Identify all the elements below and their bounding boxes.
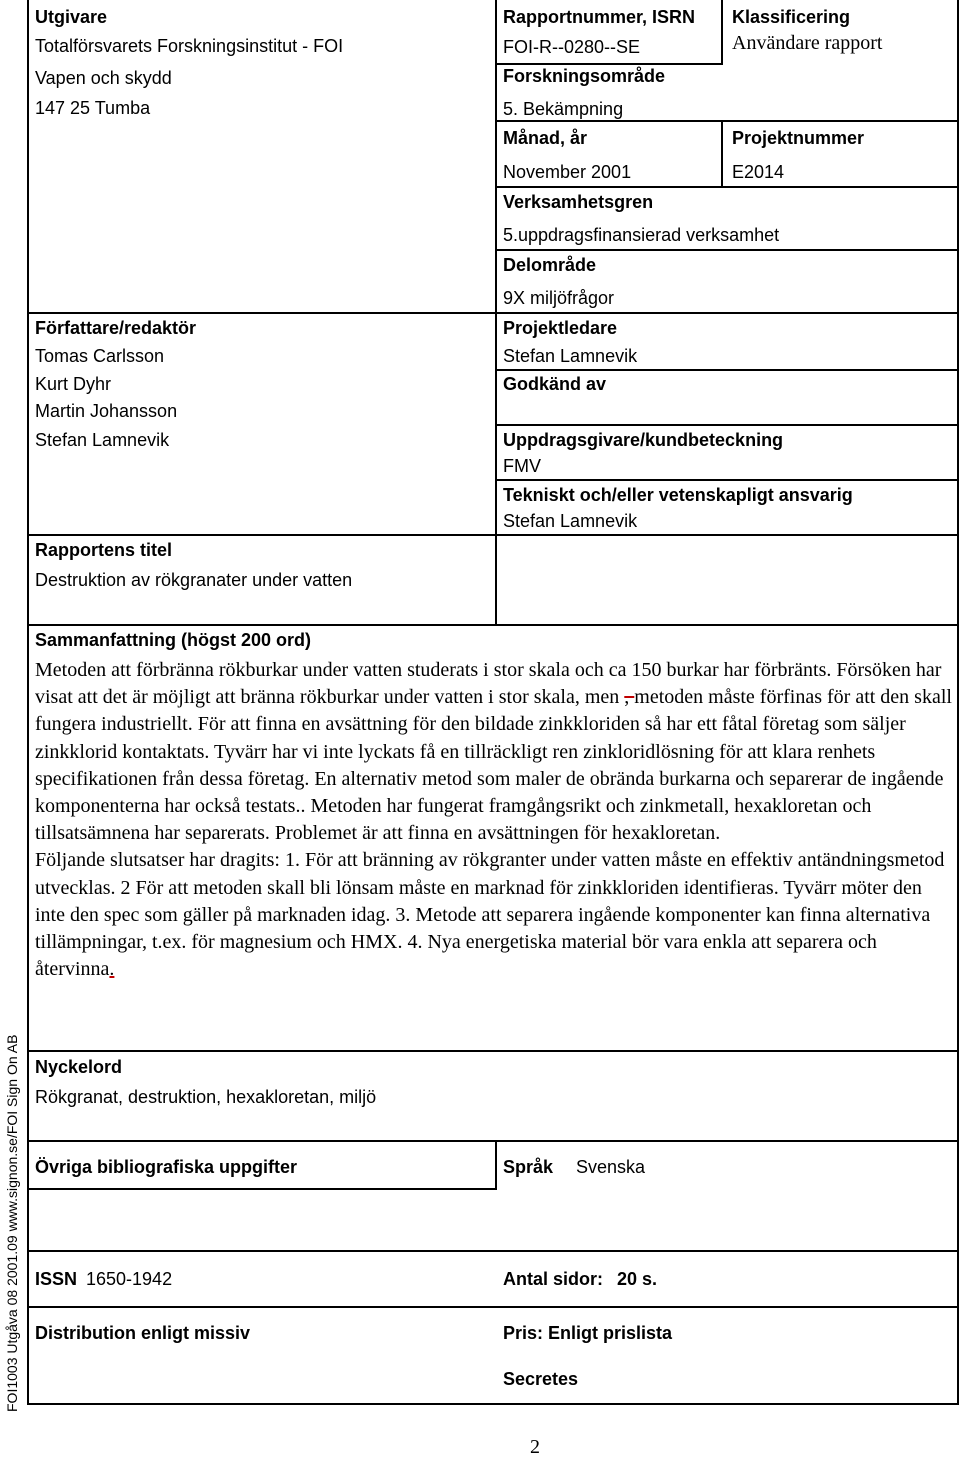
page-number: 2 <box>530 1436 540 1458</box>
forfattare-name: Kurt Dyhr <box>35 374 112 394</box>
summary-text-segment: metoden måste förfinas för att den skall fungera industriellt. För att finna en avsättning för den bildade zinkkloriden så har ett fåtal företag som säljer zinkklorid kontaktats. Tyvärr har vi inte lyckats få en tillräckligt ren zinkloridlösning för att klara renhets specifikationen från dessa företag. En alternativ metod som maler de obrända burkarna och separerar de ingående komponenterna har också testats.. Metoden har fungerat framgångsrikt och zinkmetall, hexakloretan och tillsatsämnena har separerats. Problemet är att finna en avsättningen för hexakloretan. <box>35 686 952 845</box>
divider-ovriga-bottom <box>27 1250 959 1252</box>
nyckelord-value: Rökgranat, destruktion, hexakloretan, miljö <box>35 1087 377 1107</box>
klassificering-label: Klassificering <box>732 7 851 27</box>
ansvarig-label: Tekniskt och/eller vetenskapligt ansvarig <box>503 485 853 505</box>
divider-utgivare-bottom <box>29 312 497 314</box>
forfattare-name: Martin Johansson <box>35 401 178 421</box>
issn-label: ISSN <box>35 1269 78 1289</box>
forskningsomrade-value: 5. Bekämpning <box>503 99 624 119</box>
pris-label: Pris: Enligt prislista <box>503 1323 673 1343</box>
secretes-label: Secretes <box>503 1369 579 1389</box>
summary-label: Sammanfattning (högst 200 ord) <box>35 630 312 650</box>
summary-deleted-comma: , <box>624 686 635 709</box>
summary-inserted-period: . <box>109 958 115 981</box>
border-right <box>957 0 959 1405</box>
verksamhetsgren-label: Verksamhetsgren <box>503 192 654 212</box>
projektledare-value: Stefan Lamnevik <box>503 346 638 366</box>
divider-uppdrag-bottom <box>497 479 959 481</box>
divider-delomr-bottom <box>497 312 959 314</box>
nyckelord-label: Nyckelord <box>35 1057 123 1077</box>
uppdragsgivare-value: FMV <box>503 456 541 476</box>
projektnummer-label: Projektnummer <box>732 128 865 148</box>
divider-projled-bottom <box>497 369 959 371</box>
forskningsomrade-label: Forskningsområde <box>503 66 666 86</box>
form-code-sidebar: FOI1003 Utgåva 08 2001.09 www.signon.se/FOI Sign On AB <box>4 1034 20 1412</box>
summary-paragraph <box>35 657 953 847</box>
forfattare-name: Tomas Carlsson <box>35 346 165 366</box>
issn-value: 1650-1942 <box>86 1269 173 1289</box>
projektledare-label: Projektledare <box>503 318 618 338</box>
divider-sprak-bottom <box>29 1188 497 1190</box>
utgivare-line: Totalförsvarets Forskningsinstitut - FOI <box>35 36 344 56</box>
verksamhetsgren-value: 5.uppdragsfinansierad verksamhet <box>503 225 780 245</box>
delomrade-value: 9X miljöfrågor <box>503 288 615 308</box>
antal-sidor-value: 20 s. <box>617 1269 658 1289</box>
summary-text-segment: Metoden att förbränna rökburkar under vatten studerats i stor skala och ca 150 burkar har förbränts. Försöken har visat att det är möjligt att bränna rökburkar under vatten i stor skala <box>35 659 942 709</box>
sprak-value: Svenska <box>576 1157 646 1177</box>
divider-header <box>27 624 959 626</box>
divider-nyckelord-bottom <box>27 1140 959 1142</box>
divider-projekt-left <box>721 120 723 188</box>
divider-sprak-left <box>495 1140 497 1190</box>
delomrade-label: Delområde <box>503 255 597 275</box>
utgivare-label: Utgivare <box>35 7 108 27</box>
ansvarig-value: Stefan Lamnevik <box>503 511 638 531</box>
rapport-titel: Destruktion av rökgranater under vatten <box>35 570 353 590</box>
manad-value: November 2001 <box>503 162 632 182</box>
antal-sidor-label: Antal sidor: <box>503 1269 604 1289</box>
summary-paragraph <box>35 847 953 983</box>
border-left <box>27 0 29 1405</box>
divider-manad-bottom <box>497 186 959 188</box>
divider-klass-left <box>721 0 723 65</box>
godkand-label: Godkänd av <box>503 374 607 394</box>
summary-text-segment: Följande slutsatser har dragits: 1. För att bränning av rökgranter under vatten måste en effektiv antändningsmetod utvecklas. 2 För att metoden skall bli lönsam måste en marknad för zinkkloriden identifieras. Tyvärr möter den inte den spec som gäller på marknaden idag. 3. Metode att separera ingående komponenter kan finna alternativa tillämpningar, t.ex. för magnesium och HMX. 4. Nya energetiska material bör vara enkla att separera och återvinna <box>35 849 945 981</box>
projektnummer-value: E2014 <box>732 162 785 182</box>
sprak-label: Språk <box>503 1157 554 1177</box>
uppdragsgivare-label: Uppdragsgivare/kundbeteckning <box>503 430 784 450</box>
divider-verks-bottom <box>497 249 959 251</box>
forfattare-name: Stefan Lamnevik <box>35 430 170 450</box>
divider-summary-bottom <box>27 1050 959 1052</box>
divider-issn-bottom <box>27 1306 959 1308</box>
manad-label: Månad, år <box>503 128 588 148</box>
rapportnummer-label: Rapportnummer, ISRN <box>503 7 696 27</box>
titel-label: Rapportens titel <box>35 540 173 560</box>
summary-inserted-comma: , <box>574 686 580 709</box>
border-bottom <box>27 1403 959 1405</box>
summary-text <box>35 657 953 983</box>
divider-forsk-bottom <box>497 120 959 122</box>
forfattare-label: Författare/redaktör <box>35 318 197 338</box>
summary-text-segment: men <box>579 686 625 709</box>
ovriga-label: Övriga bibliografiska uppgifter <box>35 1157 298 1177</box>
klassificering-value: Användare rapport <box>732 32 883 54</box>
divider-ansvar-bottom <box>497 534 959 536</box>
utgivare-line: 147 25 Tumba <box>35 98 151 118</box>
divider-forfattare-bottom <box>29 534 497 536</box>
distribution-label: Distribution enligt missiv <box>35 1323 251 1343</box>
utgivare-line: Vapen och skydd <box>35 68 172 88</box>
rapportnummer-value: FOI-R--0280--SE <box>503 37 641 57</box>
divider-godkand-bottom <box>497 424 959 426</box>
